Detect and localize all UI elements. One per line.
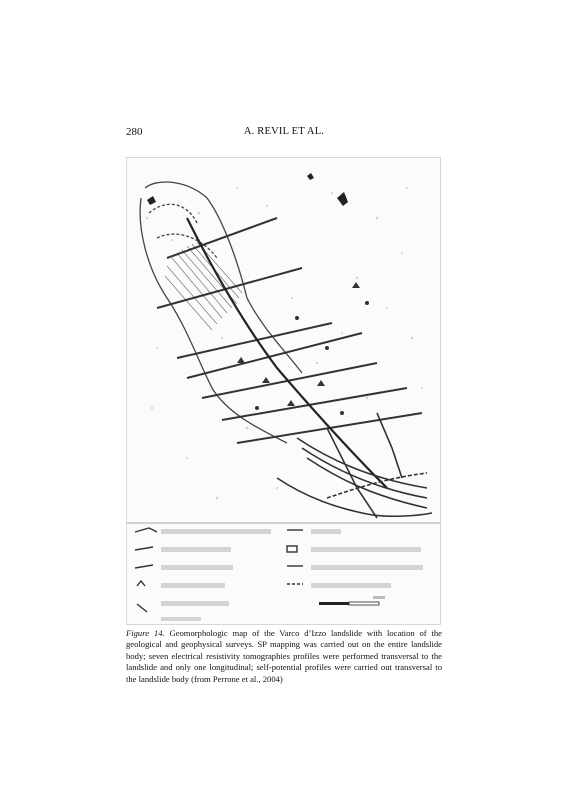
map-legend [135, 528, 423, 621]
ert-profiles [157, 218, 422, 443]
page-number: 280 [126, 126, 143, 138]
map-terrain-texture [146, 187, 423, 499]
figure-14 [126, 157, 441, 625]
running-head: A. REVIL ET AL. [243, 126, 325, 137]
caption-text: Geomorphologic map of the Varco d’Izzo landslide with location of the geological and geophysical surveys. SP mapping was carried out on the entire landslide body; seven electrical resistivity tomographies profiles were performed transversal to the landslide and only one longitudinal; self-potential profiles were carried out transversal to the landslide body (from Perrone et al., 2004) [126, 628, 442, 684]
figure-label: Figure 14. [126, 628, 170, 638]
landslide-toe [277, 413, 432, 518]
figure-caption [126, 628, 442, 685]
scale-bar [319, 596, 385, 605]
map-dark-features [147, 173, 348, 206]
geomorphologic-map [127, 158, 440, 624]
page-header [126, 126, 442, 142]
landslide-boundary [140, 182, 302, 443]
